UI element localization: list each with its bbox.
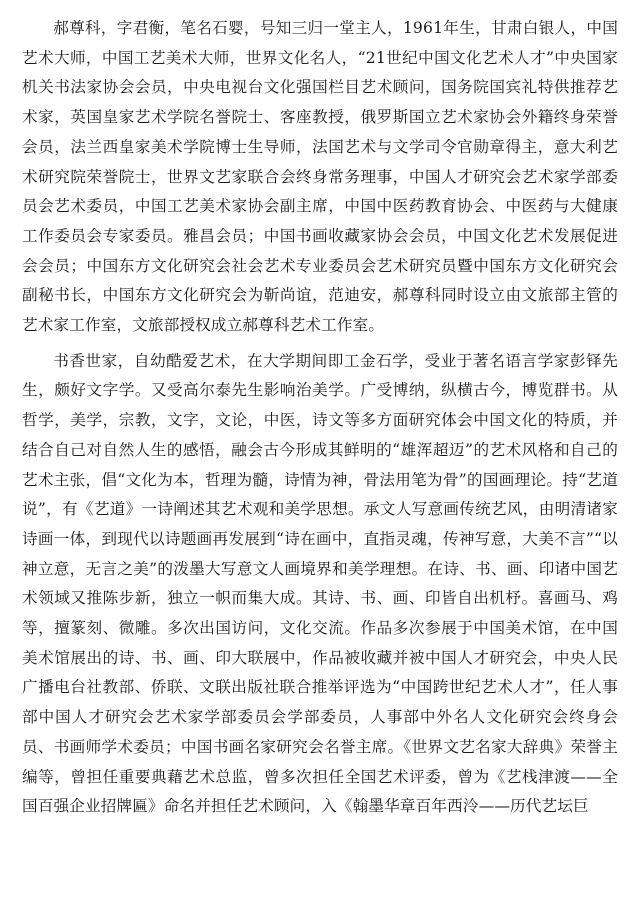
paragraph-biography: 郝尊科，字君衡，笔名石婴，号知三归一堂主人，1961年生，甘肃白银人，中国艺术大师，中国工艺美术大师，世界文化名人，“21世纪中国文化艺术人才”中央国家机关书法家协会会员，中央电视台文化强国栏目艺术顾问，国务院国宾礼特供推荐艺术家，英国皇家艺术学院名誉院士、客座教授，俄罗斯国立艺术家协会外籍终身荣誉会员，法兰西皇家美术学院博士生导师，法国艺术与文学司令官勋章得主，意大利艺术研究院荣誉院士，世界文艺家联合会终身常务理事，中国人才研究会艺术家学部委员会艺术委员，中国工艺美术家协会副主席，中国中医药教育协会、中医药与大健康工作委员会专家委员。雅昌会员；中国书画收藏家协会会员，中国文化艺术发展促进会会员；中国东方文化研究会社会艺术专业委员会艺术研究员暨中国东方文化研究会副秘书长，中国东方文化研究会为靳尚谊，范迪安，郝尊科同时设立由文旅部主管的艺术家工作室，文旅部授权成立郝尊科艺术工作室。 [22, 19, 618, 335]
article-body [22, 14, 618, 822]
paragraph-artistic-career: 书香世家，自幼酷爱艺术，在大学期间即工金石学，受业于著名语言学家彭铎先生，颇好文字学。又受高尔泰先生影响治美学。广受博纳，纵横古今，博览群书。从哲学，美学，宗教，文字，文论，中医，诗文等多方面研究体会中国文化的特质，并结合自己对自然人生的感悟，融会古今形成其鲜明的“雄浑超迈”的艺术风格和自己的艺术主张，倡“文化为本，哲理为髓，诗情为神，骨法用笔为骨”的国画理论。持“艺道说”，有《艺道》一诗阐述其艺术观和美学思想。承文人写意画传统艺风，由明清诸家诗画一体，到现代以诗题画再发展到“诗在画中，直指灵魂，传神写意，大美不言”“以神立意，无言之美”的泼墨大写意文人画境界和美学理想。在诗、书、画、印诸中国艺术领域又推陈步新，独立一帜而集大成。其诗、书、画、印皆自出机杼。喜画马、鸡等，擅篆刻、微雕。多次出国访问，文化交流。作品多次参展于中国美术馆，在中国美术馆展出的诗、书、画、印大联展中，作品被收藏并被中国人才研究会，中央人民广播电台社教部、侨联、文联出版社联合推举评选为“中国跨世纪艺术人才”，任人事部中国人才研究会艺术家学部委员会学部委员，人事部中外名人文化研究会终身会员、书画师学术委员；中国书画名家研究会名誉主席。《世界文艺名家大辞典》荣誉主编等，曾担任重要典藉艺术总监，曾多次担任全国艺术评委，曾为《艺栈津渡——全国百强企业招牌匾》命名并担任艺术顾问，入《翰墨华章百年西泠——历代艺坛巨 [22, 351, 618, 816]
